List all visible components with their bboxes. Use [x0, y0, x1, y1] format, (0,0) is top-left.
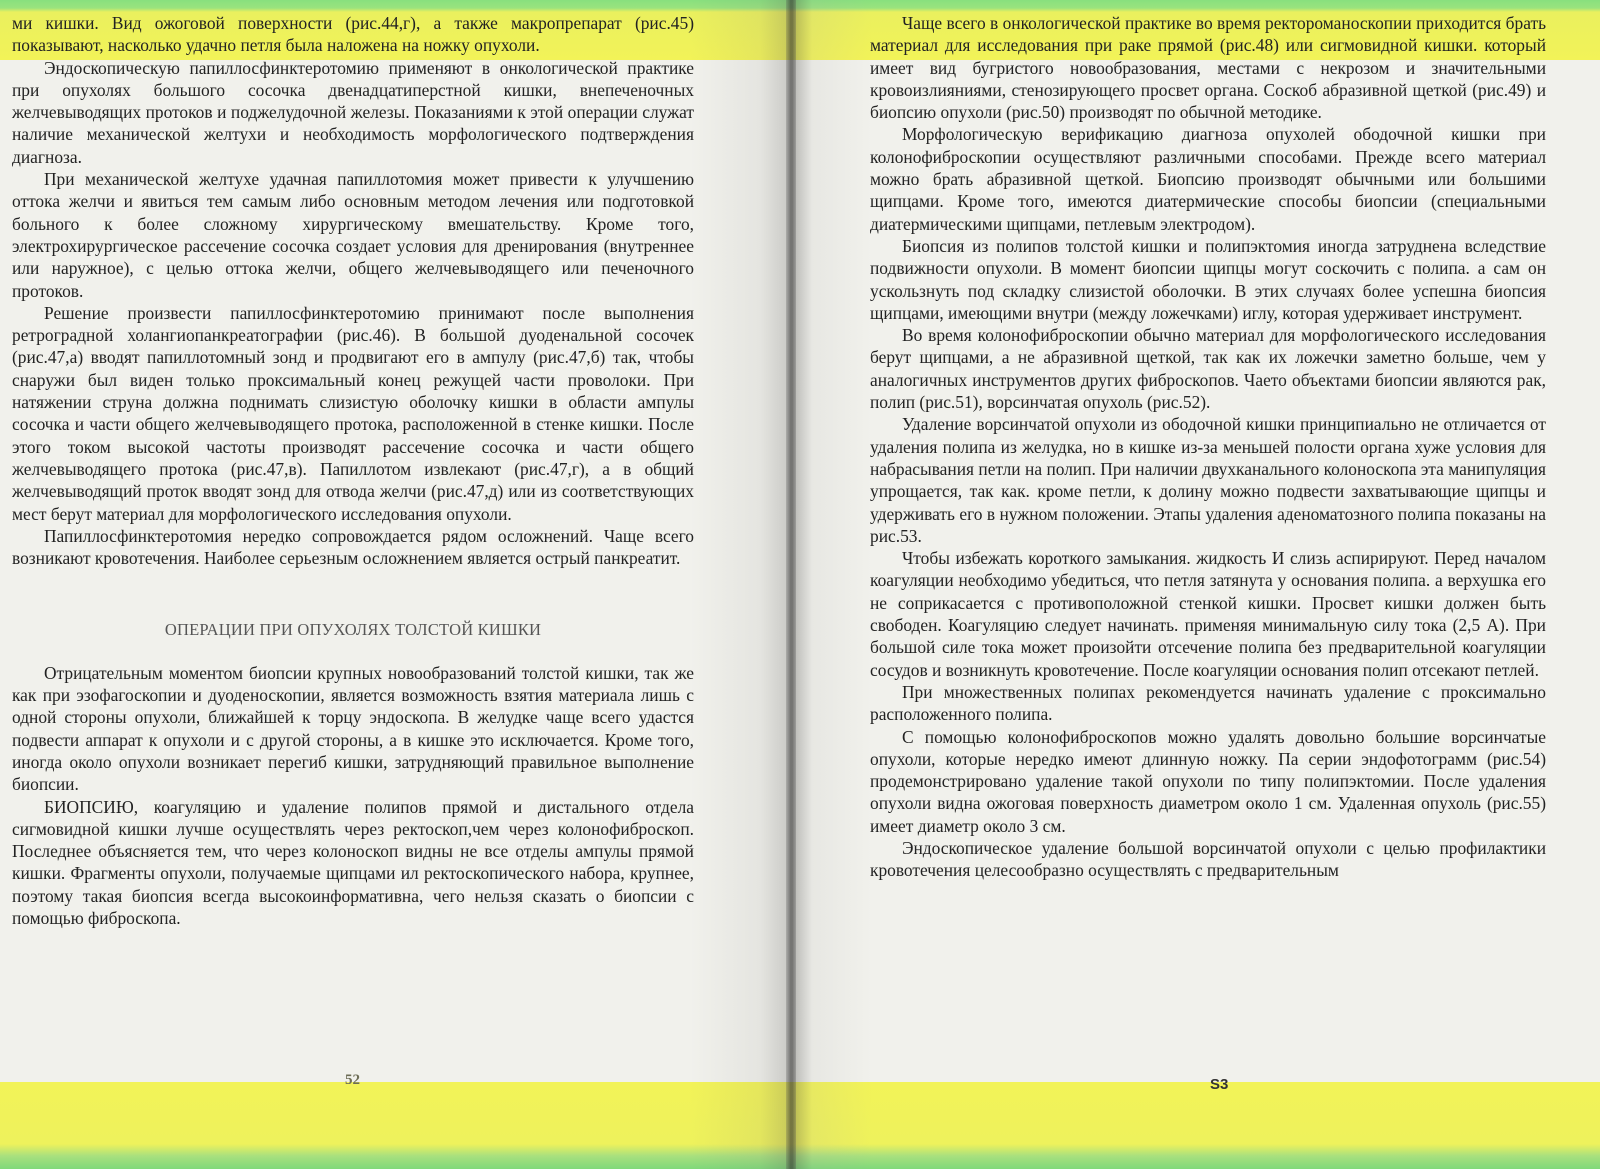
paragraph: Эндоскопическую папиллосфинктеротомию применяют в онкологической практике при опухолях большого сосочка двенадцатиперстной кишки, внепеченочных желчевыводящих протоков и поджелудочной железы. Показаниями к этой операции служат наличие механической желтухи и необходимость морфологического подтверждения диагноза. [12, 57, 694, 167]
paragraph: Отрицательным моментом биопсии крупных новообразований толстой кишки, так же как при эзофагоскопии и дуоденоскопии, является возможность взятия материала лишь с одной стороны опухоли, ближайшей к торцу эндоскопа. В желудке чаще всего удастся подвести аппарат к опухоли и с другой стороны, а в кишке это исключается. Кроме того, иногда около опухоли возникает перегиб кишки, затрудняющий правильное выполнение биопсии. [12, 662, 694, 795]
paragraph: С помощью колонофиброскопов можно удалять довольно большие ворсинчатые опухоли, которые нередко имеют длинную ножку. Па серии эндофотограмм (рис.54) продемонстрировано удаление такой опухоли по типу полипэктомии. После удаления опухоли видна ожоговая поверхность диаметром около 1 см. Удаленная опухоль (рис.55) имеет диаметр около 3 см. [870, 726, 1546, 836]
paragraph: БИОПСИЮ, коагуляцию и удаление полипов прямой и дистального отдела сигмовидной кишки лучше осуществлять через ректоскоп,чем через колонофиброскоп. Последнее объясняется тем, что через колоноскоп видны не все отделы ампулы прямой кишки. Фрагменты опухоли, получаемые щипцами ил ректоскопического набора, крупнее, поэтому такая биопсия всегда высокоинформативна, чего нельзя сказать о биопсии с помощью фиброскопа. [12, 796, 694, 928]
paragraph: Удаление ворсинчатой опухоли из ободочной кишки принципиально не отличается от удаления полипа из желудка, но в кишке из-за меньшей полости органа хуже условия для набрасывания петли на полип. При наличии двухканального колоноскопа эта манипуляция упрощается, так как. кроме петли, к долину можно подвести захватывающие щипцы и удерживать его в нужном положении. Этапы удаления аденоматозного полипа показаны на рис.53. [870, 414, 1546, 546]
right-page-text [870, 12, 1546, 882]
paragraph: При механической желтухе удачная папиллотомия может привести к улучшению оттока желчи и явиться тем самым либо основным методом лечения или подготовкой больного к более сложному хирургическому вмешательству. Кроме того, электрохирургическое рассечение сосочка создает условия для дренирования (внутреннее или наружное), с целью оттока желчи, общего желчевыводящего или печеночного протоков. [12, 169, 694, 301]
paragraph: Морфологическую верификацию диагноза опухолей ободочной кишки при колонофиброскопии осуществляют различными способами. Прежде всего материал можно брать абразивной щеткой. Биопсию производят обычными или большими щипцами. Кроме того, имеются диатермические способы биопсии (специальными диатермическими щипцами, петлевым электродом). [870, 124, 1546, 234]
paragraph: ми кишки. Вид ожоговой поверхности (рис.44,г), а также макропрепарат (рис.45) показывают, насколько удачно петля была наложена на ножку опухоли. [12, 13, 694, 56]
paragraph: При множественных полипах рекомендуется начинать удаление с проксимально расположенного полипа. [870, 681, 1546, 725]
paragraph: Во время колонофиброскопии обычно материал для морфологического исследования берут щипцами, а не абразивной щеткой, так как их ложечки заметно больше, чем у аналогичных инструментов других фиброскопов. Чаето объектами биопсии являются рак, полип (рис.51), ворсинчатая опухоль (рис.52). [870, 325, 1546, 413]
section-heading: ОПЕРАЦИИ ПРИ ОПУХОЛЯХ ТОЛСТОЙ КИШКИ [164, 620, 542, 640]
paragraph: Биопсия из полипов толстой кишки и полипэктомия иногда затруднена вследствие подвижности опухоли. В момент биопсии щипцы могут соскочить с полипа. а сам он ускользнуть под складку слизистой оболочки. В этих случаях более успешна биопсия щипцами, имеющими внутри (между ложечками) иглу, которая удерживает инструмент. [870, 235, 1546, 323]
paragraph: Решение произвести папиллосфинктеротомию принимают после выполнения ретроградной холангиопанкреатографии (рис.46). В большой дуоденальной сосочек (рис.47,а) вводят папиллотомный зонд и продвигают его в ампулу (рис.47,б) так, чтобы снаружи был виден только проксимальный конец режущей части проволоки. При натяжении струна должна поднимать слизистую оболочку кишки в области ампулы сосочка и части общего желчевыводящего протока, расположенной в стенке кишки. После этого током высокой частоты производят рассечение сосочка и части общего желчевыводящего протока (рис.47,в). Папиллотом извлекают (рис.47,г), а в общий желчевыводящий проток вводят зонд для отвода желчи (рис.47,д) или из соответствующих мест берут материал для морфологического исследования опухоли. [12, 302, 694, 524]
left-page-text [12, 12, 694, 929]
page-number-right: S3 [1210, 1076, 1229, 1093]
paragraph: Эндоскопическое удаление большой ворсинчатой опухоли с целью профилактики кровотечения целесообразно осуществлять с предварительным [870, 837, 1546, 881]
page-number-left: 52 [345, 1072, 360, 1088]
right-page [792, 0, 1600, 1169]
book-spine-shadow [786, 0, 796, 1169]
paragraph: Чаще всего в онкологической практике во время ректороманоскопии приходится брать материал для исследования при раке прямой (рис.48) или сигмовидной кишки. который имеет вид бугристого новообразования, местами с некрозом и значительными кровоизлияниями, стенозирующего просвет органа. Соскоб абразивной щеткой (рис.49) и биопсию опухоли (рис.50) производят по обычной методике. [870, 13, 1546, 123]
paragraph: Папиллосфинктеротомия нередко сопровождается рядом осложнений. Чаще всего возникают кровотечения. Наиболее серьезным осложнением является острый панкреатит. [12, 525, 694, 569]
paragraph: Чтобы избежать короткого замыкания. жидкость И слизь аспирируют. Перед началом коагуляции необходимо убедиться, что петля затянута у основания полипа. а верхушка его не соприкасается с противоположной стенкой кишки. Просвет кишки должен быть свободен. Коагуляцию следует начинать. применяя минимальную силу тока (2,5 А). При большой силе тока может произойти отсечение полипа без предварительной коагуляции сосудов и возникнуть кровотечение. После коагуляции основания полип отсекают петлей. [870, 548, 1546, 680]
left-page [0, 0, 792, 1169]
